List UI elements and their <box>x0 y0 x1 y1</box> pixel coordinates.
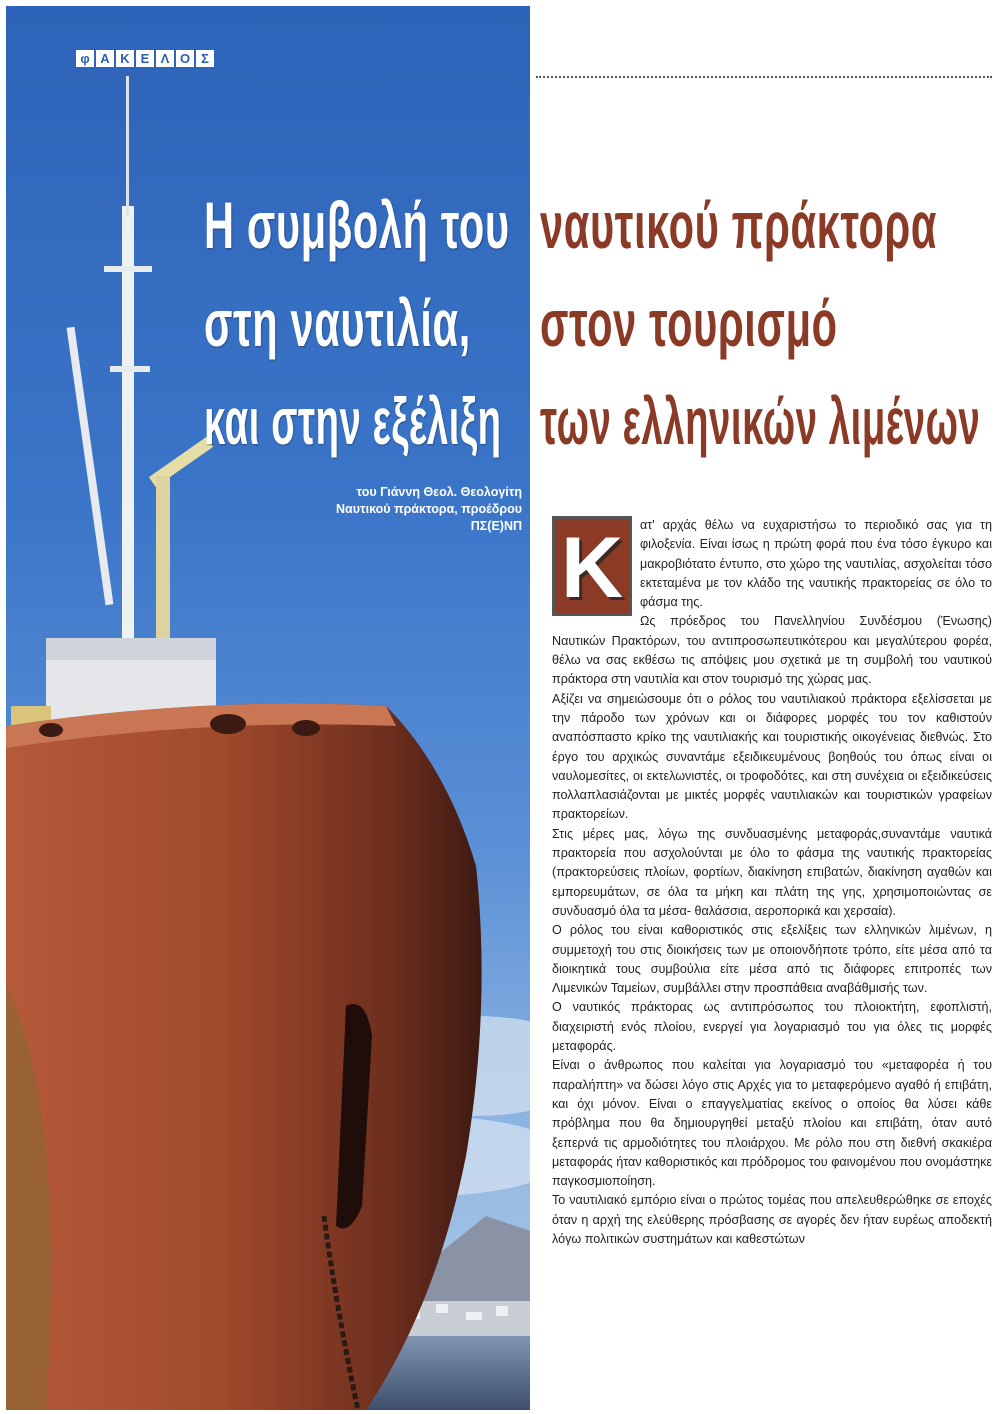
article-paragraph: Ο ρόλος του είναι καθοριστικός στις εξελίξεις των ελληνικών λιμένων, η συμμετοχή του στις διοικήσεις των με οποιονδήποτε τρόπο, είτε μέσα από τα διοικητικά τους συμβούλια είτε μέσα από τις διάφορες επιτροπές των Λιμενικών Ταμείων, συμβάλλει στην προσπάθεια αναβάθμισής των. <box>552 923 992 996</box>
section-tag-letter: Ο <box>176 50 194 67</box>
article-body <box>552 516 992 1249</box>
headline-line1-white: Η συμβολή του <box>204 188 510 262</box>
byline <box>336 484 522 535</box>
section-tag-letter: Ε <box>136 50 154 67</box>
article-paragraph: Είναι ο άνθρωπος που καλείται για λογαριασμό του «μεταφορέα ή του παραλήπτη» να δώσει λόγο στις Αρχές για το μεταφερόμενο αγαθό ή επιβάτη, και όχι μόνον. Είναι ο επαγγελματίας εκείνος ο οποίος θα λύσει κάθε πρόβλημα που θα δημιουργηθεί μεταξύ πλοίου και επιβάτη, όταν αυτό ξεπερνά τις αρμοδιότητες του πλοιάρχου. Με ρόλο που στη διεθνή σκακιέρα μεταφοράς ήταν καθοριστικός και πρόδρομος του φαινομένου που ονομάστηκε παγκοσμιοποίηση. <box>552 1058 992 1189</box>
byline-role: Ναυτικού πράκτορα, προέδρου <box>336 502 522 516</box>
section-tag-letter: Σ <box>196 50 214 67</box>
article-paragraph: Ως πρόεδρος του Πανελληνίου Συνδέσμου (Ένωσης) Ναυτικών Πρακτόρων, του αντιπροσωπευτικότερου και μεγαλύτερου φορέα, θέλω να σας εκθέσω τις απόψεις μου σχετικά με τη συμβολή του ναυτικού πράκτορα στη ναυτιλία και στον τουρισμό της χώρας μας. <box>552 614 992 687</box>
article-paragraph: Αξίζει να σημειώσουμε ότι ο ρόλος του ναυτιλιακού πράκτορα εξελίσσεται με την πάροδο των χρόνων και οι διάφορες μορφές του τον καθιστούν αναπόσπαστο κρίκο της ναυτιλιακής και τουριστικής οικογένειας διεθνώς. Στο έργο του αρχικώς συναντάμε εξειδικευμένους βοηθούς του όπως είναι οι ναυλομεσίτες, οι εκτελωνιστές, οι τροφοδότες, και στη συνέχεια οι εξειδικεύσεις πολλαπλασιάζονται με μικτές μορφές ναυτιλιακών και τουριστικών γραφείων πρακτορείων. <box>552 691 992 822</box>
dotted-divider <box>536 76 992 78</box>
headline-line1-brown: ναυτικού πράκτορα <box>540 188 938 262</box>
article-paragraph: Στις μέρες μας, λόγω της συνδυασμένης μεταφοράς,συναντάμε ναυτικά πρακτορεία που ασχολούνται με όλο το φάσμα της ναυτικής πρακτορείας (πρακτορεύσεις πλοίων, φορτίων, διακίνηση επιβατών, διακίνηση αγαθών και εμπορευμάτων, σε όλα τα μήκη και πλάτη της γης, χρησιμοποιώντας σε συνδυασμό όλα τα μέσα- θαλάσσια, αεροπορικά και χερσαία). <box>552 826 992 918</box>
article-paragraph: ατ' αρχάς θέλω να ευχαριστήσω το περιοδικό σας για τη φιλοξενία. Είναι ίσως η πρώτη φορά που ένα τόσο έγκυρο και μακροβιότατο έντυπο, στο χώρο της ναυτιλίας, ασχολείται τόσο εκτεταμένα με τον κλάδο της ναυτικής πρακτορείας σε όλο το φάσμα της. <box>640 518 992 610</box>
headline-line3-white: και στην εξέλιξη <box>204 384 502 458</box>
section-tag-letter: Α <box>96 50 114 67</box>
headline-line2-brown: στον τουρισμό <box>540 286 838 360</box>
drop-cap <box>552 516 632 616</box>
section-tag-letter: Λ <box>156 50 174 67</box>
article-paragraph: Ο ναυτικός πράκτορας ως αντιπρόσωπος του πλοιοκτήτη, εφοπλιστή, διαχειριστή ενός πλοίου, ενεργεί για λογαριασμό του για όλες τις μορφές μεταφοράς. <box>552 1000 992 1054</box>
section-tag-letter: Κ <box>116 50 134 67</box>
article-paragraph: Το ναυτιλιακό εμπόριο είναι ο πρώτος τομέας που απελευθερώθηκε σε εποχές όταν η αρχή της ελεύθερης πρόσβασης σε αγορές δεν ήταν ευρέως αποδεκτή λόγω πολιτικών συστημάτων και καθεστώτων <box>552 1193 992 1246</box>
byline-author: του Γιάννη Θεολ. Θεολογίτη <box>356 485 522 499</box>
byline-org: ΠΣ(Ε)ΝΠ <box>470 519 522 533</box>
headline-line2-white: στη ναυτιλία, <box>204 286 471 360</box>
section-tag-letter: φ <box>76 50 94 67</box>
drop-cap-letter: Κ <box>560 520 624 616</box>
section-tag <box>76 50 214 67</box>
headline-line3-brown: των ελληνικών λιμένων <box>540 384 981 458</box>
